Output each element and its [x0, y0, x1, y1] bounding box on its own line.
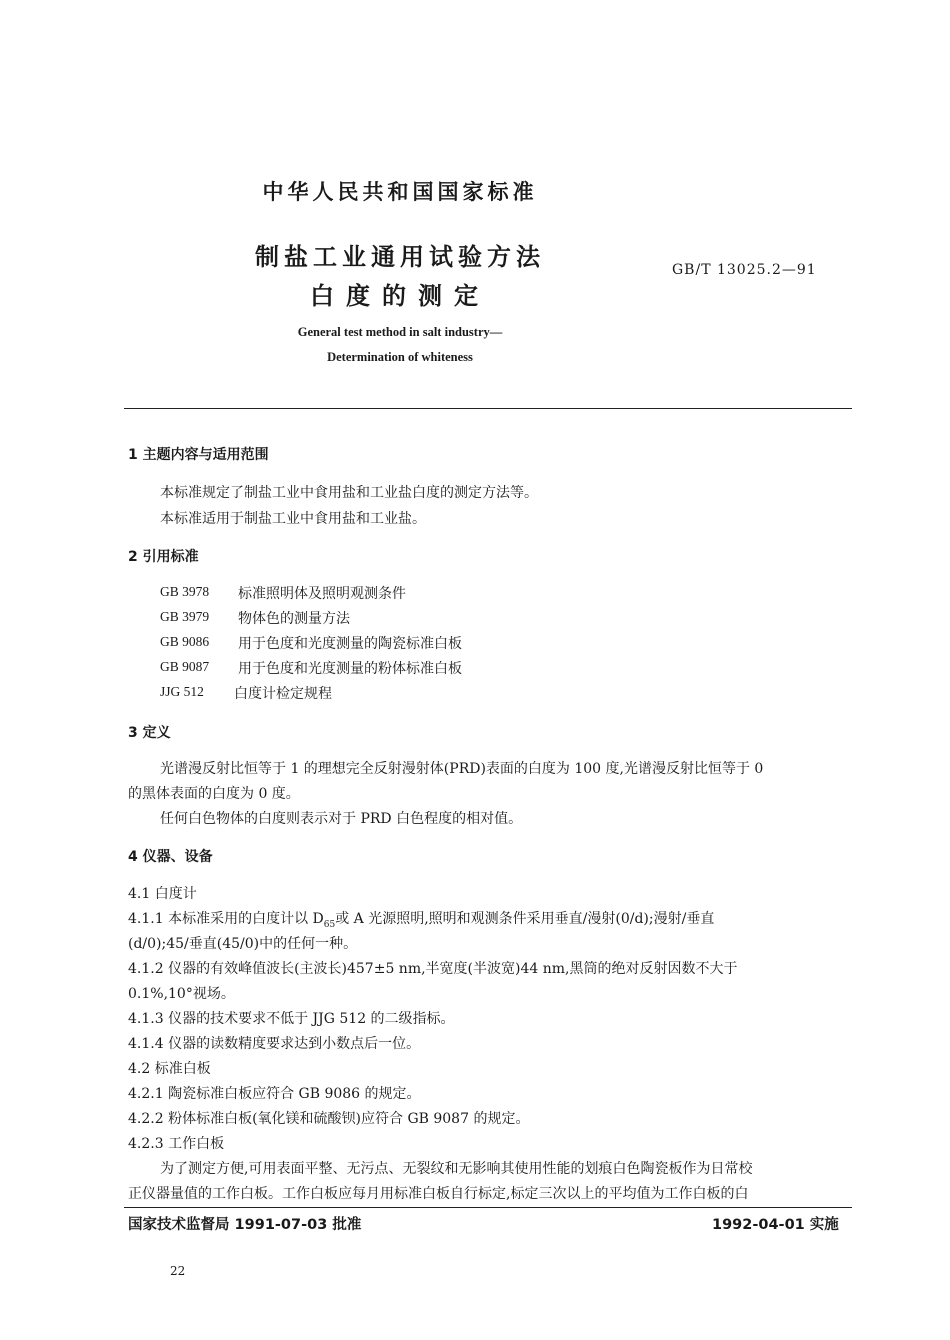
approval-date: 国家技术监督局 1991-07-03 批准	[128, 1217, 362, 1233]
section-1-paragraph-2: 本标准适用于制盐工业中食用盐和工业盐。	[160, 511, 426, 527]
section-3-heading: 3 定义	[128, 725, 171, 741]
clause-4-1-2-line1: 4.1.2 仪器的有效峰值波长(主波长)457±5 nm,半宽度(半波宽)44 nm,黑筒的绝对反射因数不大于	[128, 961, 738, 977]
section-3-paragraph-2: 任何白色物体的白度则表示对于 PRD 白色程度的相对值。	[160, 811, 523, 827]
reference-code: JJG 512	[160, 684, 204, 699]
document-title-line2: 白度的测定	[310, 282, 490, 310]
footer-rule	[124, 1207, 852, 1208]
standard-code: GB/T 13025.2—91	[672, 262, 817, 278]
section-4-heading: 4 仪器、设备	[128, 849, 213, 865]
section-1-paragraph-1: 本标准规定了制盐工业中食用盐和工业盐白度的测定方法等。	[160, 485, 538, 501]
country-standard-heading: 中华人民共和国国家标准	[262, 180, 538, 204]
clause-4-2-3: 4.2.3 工作白板	[128, 1136, 225, 1152]
section-3-paragraph-1b: 的黑体表面的白度为 0 度。	[128, 786, 300, 802]
clause-4-1-1-line2: (d/0);45/垂直(45/0)中的任何一种。	[128, 936, 358, 952]
section-1-heading: 1 主题内容与适用范围	[128, 447, 269, 463]
reference-title: 用于色度和光度测量的陶瓷标准白板	[238, 636, 462, 652]
clause-4-1: 4.1 白度计	[128, 886, 197, 902]
clause-4-1-1-line1	[128, 908, 714, 930]
english-title-line1: General test method in salt industry—	[297, 325, 503, 339]
document-title-line1: 制盐工业通用试验方法	[255, 243, 545, 271]
reference-code: GB 3979	[160, 609, 210, 624]
reference-title: 用于色度和光度测量的粉体标准白板	[238, 661, 462, 677]
clause-4-1-4: 4.1.4 仪器的读数精度要求达到小数点后一位。	[128, 1036, 421, 1052]
reference-code: GB 3978	[160, 584, 210, 599]
clause-4-2-1: 4.2.1 陶瓷标准白板应符合 GB 9086 的规定。	[128, 1086, 421, 1102]
reference-code: GB 9087	[160, 659, 210, 674]
reference-title: 白度计检定规程	[234, 686, 332, 702]
section-3-paragraph-1a: 光谱漫反射比恒等于 1 的理想完全反射漫射体(PRD)表面的白度为 100 度,光谱漫反射比恒等于 0	[160, 761, 764, 777]
clause-4-1-1-post: 或 A 光源照明,照明和观测条件采用垂直/漫射(0/d);漫射/垂直	[335, 911, 715, 927]
implementation-date: 1992-04-01 实施	[712, 1217, 839, 1233]
illuminant-subscript: 65	[323, 919, 336, 930]
header-rule	[124, 408, 852, 409]
clause-4-2-3-paragraph-line2: 正仪器量值的工作白板。工作白板应每月用标准白板自行标定,标定三次以上的平均值为工作白板的白	[128, 1186, 749, 1202]
clause-4-1-2-line2: 0.1%,10°视场。	[128, 986, 235, 1002]
clause-4-1-1-pre: 4.1.1 本标准采用的白度计以 D	[128, 911, 324, 927]
clause-4-1-3: 4.1.3 仪器的技术要求不低于 JJG 512 的二级指标。	[128, 1011, 455, 1027]
english-title-line2: Determination of whiteness	[327, 350, 473, 364]
page-number: 22	[170, 1264, 186, 1278]
clause-4-2-2: 4.2.2 粉体标准白板(氧化镁和硫酸钡)应符合 GB 9087 的规定。	[128, 1111, 530, 1127]
reference-code: GB 9086	[160, 634, 210, 649]
section-2-heading: 2 引用标准	[128, 549, 199, 565]
clause-4-2: 4.2 标准白板	[128, 1061, 211, 1077]
clause-4-2-3-paragraph-line1: 为了测定方便,可用表面平整、无污点、无裂纹和无影响其使用性能的划痕白色陶瓷板作为日常校	[160, 1161, 753, 1177]
reference-title: 物体色的测量方法	[238, 611, 350, 627]
reference-title: 标准照明体及照明观测条件	[238, 586, 406, 602]
